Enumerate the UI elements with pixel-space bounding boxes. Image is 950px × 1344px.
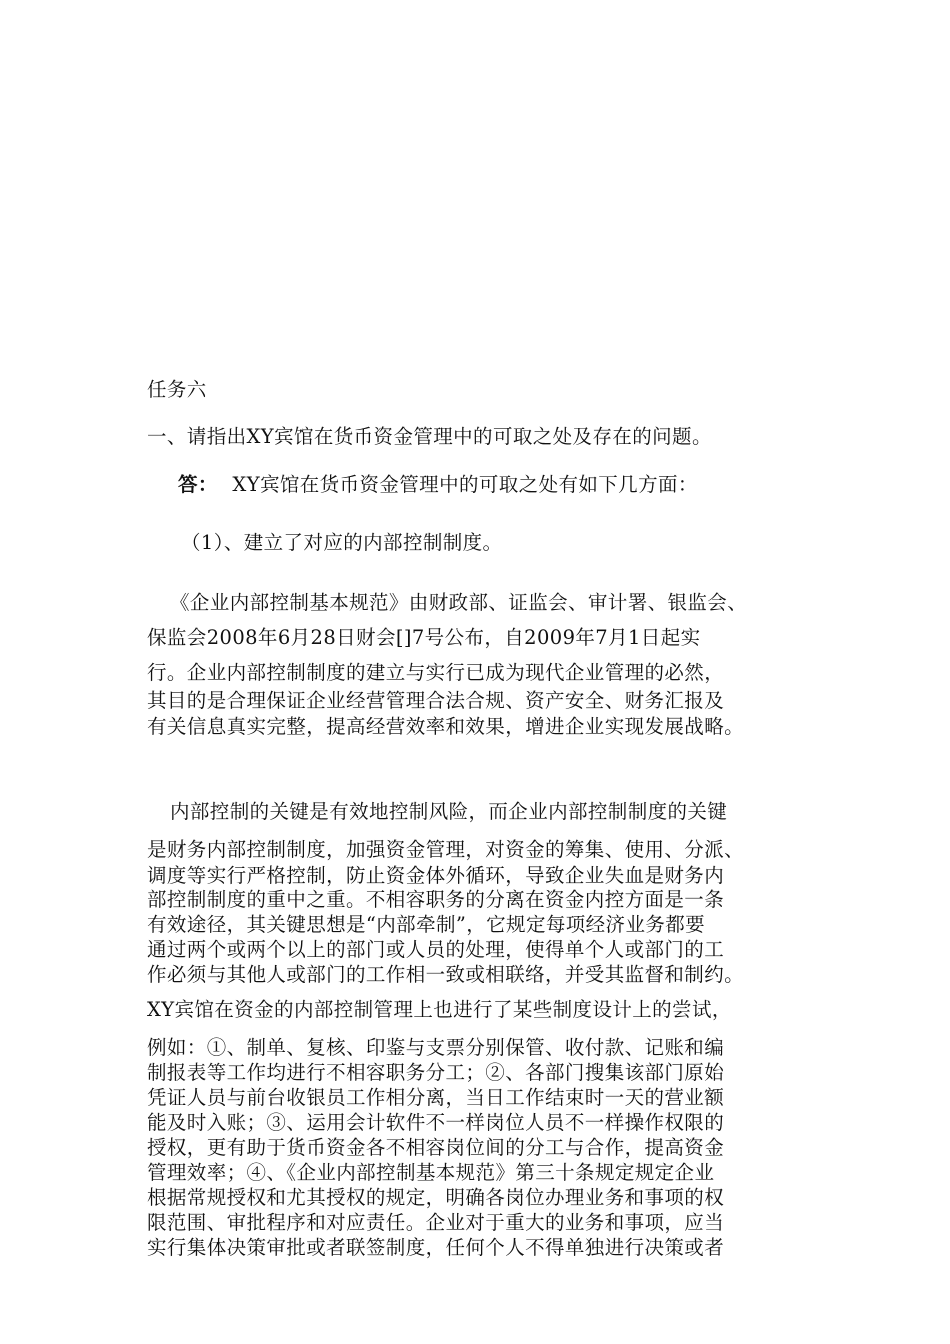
para3-line: 限范围、审批程序和对应责任。企业对于重大的业务和事项，应当: [147, 1211, 725, 1234]
para1-line: 保监会2008年6月28日财会[]7号公布，自2009年7月1日起实: [147, 626, 701, 649]
answer-intro: XY宾馆在货币资金管理中的可取之处有如下几方面：: [232, 473, 698, 496]
para3-line: 能及时入账；③、运用会计软件不一样岗位人员不一样操作权限的: [147, 1111, 725, 1134]
answer-line: [178, 472, 698, 498]
para3-line: 制报表等工作均进行不相容职务分工；②、各部门搜集该部门原始: [147, 1061, 725, 1084]
para2-line: 内部控制的关键是有效地控制风险，而企业内部控制制度的关键: [170, 800, 728, 823]
para1-line: 其目的是合理保证企业经营管理合法合规、资产安全、财务汇报及: [147, 689, 725, 712]
para1-line: 有关信息真实完整，提高经营效率和效果，增进企业实现发展战略。: [147, 715, 745, 738]
para2-line: 部控制制度的重中之重。不相容职务的分离在资金内控方面是一条: [147, 888, 725, 911]
point-1: （1）、建立了对应的内部控制制度。: [181, 531, 503, 554]
para2-line: 是财务内部控制制度，加强资金管理，对资金的筹集、使用、分派、: [147, 838, 745, 861]
para3-line: 例如：①、制单、复核、印鉴与支票分别保管、收付款、记账和编: [147, 1036, 725, 1059]
answer-label: 答：: [178, 473, 218, 496]
para3-line: 授权，更有助于货币资金各不相容岗位间的分工与合作，提高资金: [147, 1136, 725, 1159]
para2-line: 调度等实行严格控制，防止资金体外循环，导致企业失血是财务内: [147, 864, 725, 887]
task-title: 任务六: [147, 378, 207, 401]
para1-line: 《企业内部控制基本规范》由财政部、证监会、审计署、银监会、: [170, 591, 748, 614]
question-heading: 一、请指出XY宾馆在货币资金管理中的可取之处及存在的问题。: [147, 425, 712, 448]
para3-line: 凭证人员与前台收银员工作相分离，当日工作结束时一天的营业额: [147, 1086, 725, 1109]
para2-line: 作必须与其他人或部门的工作相一致或相联络，并受其监督和制约。: [147, 963, 745, 986]
para3-line: 根据常规授权和尤其授权的规定，明确各岗位办理业务和事项的权: [147, 1186, 725, 1209]
para1-line: 行。企业内部控制制度的建立与实行已成为现代企业管理的必然，: [147, 661, 725, 684]
para3-line: XY宾馆在资金的内部控制管理上也进行了某些制度设计上的尝试，: [147, 998, 732, 1021]
para3-line: 管理效率；④、《企业内部控制基本规范》第三十条规定规定企业: [147, 1161, 715, 1184]
para2-line: 通过两个或两个以上的部门或人员的处理，使得单个人或部门的工: [147, 938, 725, 961]
para3-line: 实行集体决策审批或者联签制度，任何个人不得单独进行决策或者: [147, 1236, 725, 1259]
para2-line: 有效途径，其关键思想是“内部牵制”，它规定每项经济业务都要: [147, 913, 706, 936]
